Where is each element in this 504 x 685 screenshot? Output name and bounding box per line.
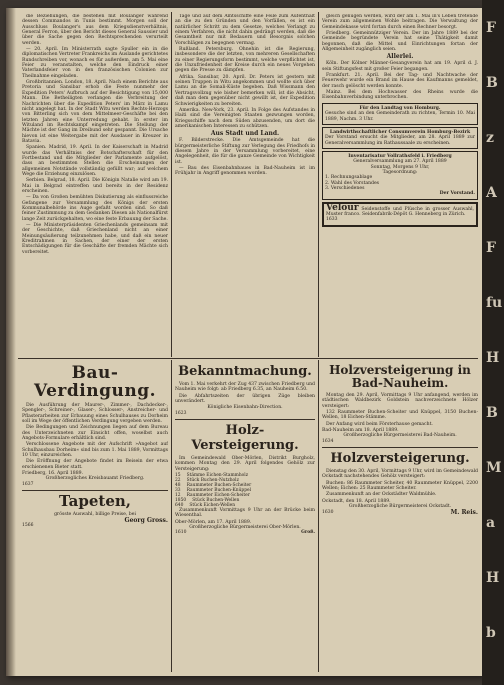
holz1-item-desc: Raummeter Eichen-Scheiter [186,493,250,499]
holz2-place: Bad-Nauheim am 18. April 1889. [322,428,399,434]
article-paragraph: Rußland. Petersburg. Ohnehin ist die Regierung, insbesondere die der letzten, von mehreren Gesellschaften zu einer Regierungsform bestimmt, welche verpflichtet ist, die Unzufriedenheit der Kreise durch ein neues Vorgehen gegen die Presse zu dämpfen. [175,47,315,74]
holz1-who: Groß. [301,530,315,536]
ad-number: 1630 [322,509,334,515]
ad-number: 1637 [22,481,34,487]
society-sign: Der Vorstand. [439,191,475,197]
section-rule [18,358,478,359]
holz3-place: Ockstadt, den 18. April 1889. [322,498,391,504]
article-paragraph: Frankfurt. 21. April. Bei der Tag- und Nachtwache der Feuerwehr wurde ein Brand im Hause des Kaufmanns gemeldet, der rasch gelöscht werden konnte. [322,73,478,89]
article-column-3 [322,14,478,356]
tapeten-seller: Georg Gross. [124,516,168,524]
ad-number: 1623 [175,410,187,416]
holz3-paragraph: Buchen: 86 Raummeter Scheiter, 40 Raummeter Knüppel, 2200 Wellen; Eichen: 25 Raummeter Scheiter. [322,480,478,492]
velour-title: Velour [326,202,359,213]
bek-paragraph: Die Abfahrtszeiten der übrigen Züge bleiben unverändert. [175,393,315,405]
article-paragraph: Spanien. Madrid, 19. April. In der Kaiserschaft in Madrid wurde das Verhältniss der Botschafterschaft für den Fortbestand und die Mitglieder der Parlamente aufgelöst, dass an bestimmten Stellen die Erscheinungen der allgemeinen Notstände vollständig gefüllt war; auf welchem Wege die Erziehung einzulösen. [22,145,168,177]
holz3-footer [322,510,478,515]
edge-letter: A [486,185,497,201]
edge-letter: F [486,20,496,36]
bau-title: Bau-Verdingung. [33,363,157,401]
notice-title: Für den Landtag von Homburg. [359,105,441,111]
notice-box [322,103,478,125]
article-paragraph: — Da von Großen bemühten Diskutierung als einflussreiche Gefangene zur Versammlung des Königs der ersten Kommunalbehörde ins Auge gefaßt worden sind. So daß feiner Zustimmung zu dem Gedanken Diesen als Nationalfürst lange Zeit zurückgehalten, wo eine feste Erbauung der Sache. [22,195,168,222]
ad-number: 1610 [175,530,187,536]
holz3-paragraph: Dienstag den 30. April, Vormittags 9 Uhr, wird im Gemeindewald Ockstadt nachstehendes Gehölz versteigert: [322,469,478,480]
article-paragraph: Afrika. Sansibar, 20. April. Dr. Peters ist gestern mit seinen Truppen in Witu angekommen und wollte sich über Lamu an die Somali-Küste begeben. Daß Wissmann den Vertragsvollzug wie bisher bemerken will, ist die Absicht, daß man dem gegenüber nicht gewillt ist, der Expedition Schwierigkeiten zu bereiten. [175,74,315,107]
ad-divider [322,447,478,448]
ad-number: 1634 [322,438,334,444]
misc-heading: Allerlei. [386,53,414,61]
holz1-place: Ober-Mörlen, am 17. April 1889. [175,519,252,525]
article-paragraph: Serbien. Belgrad, 18. April. Die Königin Natalie wird am 19. Mai in Belgrad eintreffen und bereits in der Residenz erscheinen. [22,178,168,194]
society-line: 3. Verschiedenes [325,185,365,191]
article-paragraph: — 20. April. Im Ministerrath sagte Spuller ein in die diplomatischen Vertreter Frankreichs im Auslande gerichtetes Rundschreiben vor, wonach es für außerdem, am 5. Mai eine Feier zu veranstalten, welche den Eindruck einer Vaterlandsfeier von in den französischen Colonien zur Theilnahme eingeladen. [22,47,168,79]
ad-number: 1633 [326,217,338,223]
ad-divider [175,419,315,420]
middle-ads-column [175,362,315,672]
bau-sign: Großherzogliches Kreisbauamt Friedberg. [45,476,145,482]
ad-divider [22,490,168,491]
holz1-item-desc: Stück Buchen-Nutzholz [186,478,239,484]
edge-letter: M [486,460,502,476]
holz1-item-qty: 640 [175,503,184,509]
bau-paragraph: Die Ausführung der Maurer-, Zimmer-, Dachdecker-, Spengler-, Schreiner-, Glaser-, Schlosser-, Anstreicher- und Pflasterarbeiten zur Erbauung eines Schulhauses zu Dorheim soll im Wege der öffentlichen Verdingung vergeben werden. [22,403,168,425]
holz1-item-qty: 15 [175,473,181,479]
article-paragraph: Friedberg. Gemeinnütziger Verein. Der im Jahre 1889 bei der Gemeinde begründete Verein hat seine Thätigkeit damit begonnen, daß die Mittel und Einrichtungen fortan der Allgemeinheit zugänglich seien. [322,31,478,53]
velour-text: Seidenstoffe und Plüsche in grosser Auswahl, Muster franco. Seidenfabrik-Dépôt G. Henneberg in Zürich. [326,206,474,217]
bau-verdingung-ad [22,362,168,672]
holz1-item-qty: 22 [175,478,181,484]
holz2-paragraph: Montag den 29. April, Vormittags 9 Uhr anfangend, werden im städtischen Waldbezirk Goldstein nachverzeichnete Hölzer versteigert: [322,393,478,409]
holz3-paragraph: Zusammenkunft an der Ockstädter Waldmühle. [326,492,437,498]
article-paragraph: Mainz. Bei dem Hochwasser des Rheins wurde die Eisenbahnverbindung unterbrochen. [322,90,478,101]
article-paragraph: F. Bilderstrecke. Die Amtsgemeinde hat die bürgermeisterliche Stiftung zur Verlegung des Friedhofs in diesem Jahre in der Versammlung vorbereitet, eine Angelegenheit, die für die ganze Gemeinde von Wichtigkeit ist. [175,138,315,165]
article-paragraph: die Beziehungen, die bestehen mit Boulanger während dessen Commandos in Tunis bestimmt. Morgen soll der Ausschluss Boulanger's aus dem Kriegsdienstverhältnis, General Ferron, über den Bericht dieses General Saussier und über die Sache gegen den Rechtsprechenden verurteilt werden. [22,14,168,46]
edge-letter: z [486,130,494,146]
article-paragraph: Amerika. New-York, 23. April. In Folge des Aufstandes in Haiti sind die Vereinigten Staaten gezwungen worden, Kriegsschiffe nach dem Süden abzusenden, um dort die amerikanischen Interessen zu schützen. [175,107,315,129]
holz3-sign: Großherzogliche Bürgermeisterei Ockstadt. [348,504,452,510]
column-rule [171,360,172,672]
tapeten-sub: grösste Auswahl, billige Preise, bei [54,512,136,518]
column-rule [318,12,319,357]
article-paragraph: — Die Ministerpräsidenten Griechenlands gemeinsam mit der Geschichte, daß Griechenland nicht an einer Meinungsäußerung teilzunehmen habe, und daß ein neuer Kreditrahmen in Sachen, der einer der ersten Entschädigungen für die Geschäfte der fremden Mächte sich vorbereitet. [22,223,168,255]
article-paragraph: Großbritannien. London, 18. April. Nach einem Berichte aus Pretoria und Sansibar erhob die Feste nunmehr der Expedition Peters' Aufbruch auf der Besichtigung von 15,000 Mann. Die Betheiligten verlangen die Verbreitung der Nachrichten über die Expedition Peters' im März in Lamu nicht angelegt hat. In der Stadt Witu werden Rechts-Herzogs von Bitterling sich von dem Mittelmeer-Geschäfte bei den letzten Jahren eine Unterredung gehabt. In erster im Wituland im Rechtskampf eingetreten. Die Stellung der Mächte ist der Gang im Dreibund sehr gespannt. Die Ursache hievon ist eine Weitergabe mit der Ausdauer in Kreuzer in Batavia. [22,80,168,144]
article-paragraph: — Bau des Eisenbahnbaues in Bad-Nauheim ist im Frühjahr in Angriff genommen worden. [175,165,315,177]
velour-ad [322,202,478,227]
article-paragraph: Köln. Der Kölner Männer-Gesangverein hat am 19. April d. J. sein Stiftungsfest mit großer Feier begangen. [322,61,478,72]
holz3-who: M. Reis. [450,508,478,516]
bek-sign: Königliche Eisenbahn-Direction. [207,405,283,411]
holz1-item-desc: Stämme Eichen-Stammholz [186,473,249,479]
edge-letter: B [486,75,498,91]
holz1-sign: Großherzogliche Bürgermeisterei Ober-Mörlen. [189,525,301,531]
edge-letter: F [486,240,496,256]
holz1-outro: Zusammenkunft Vormittags 9 Uhr an der Brücke beim Wiesenthal. [175,508,315,519]
section-heading: Aus Stadt und Land. [210,130,280,138]
society-line: 1. Rechnungsablage [325,175,373,181]
coop-box [322,127,478,149]
society-line: Sonntag, Morgens 9 Uhr, [370,164,430,170]
book-spine-shadow [6,8,16,676]
edge-letter: a [486,515,496,531]
column-rule [318,360,319,672]
bek-title: Bekanntmachung. [178,364,312,379]
holz1-item-desc: Stück Eichen-Wellen [189,503,236,509]
bau-paragraph: Verschlossene Angebote mit der Aufschrift »Angebot auf Schulhausbau Dorheim« sind bis zum 1. Mai 1889, Vormittags 10 Uhr, einzureichen. [22,442,168,459]
holz1-intro: Im Gemeindewald Ober-Mörlen, Distrikt Burgholz, kommen Montag den 29. April folgendes Gehölz zur Versteigerung: [175,456,315,472]
holz1-item-desc: Stück Buchen-Wellen [192,498,240,504]
article-column-1 [22,14,168,356]
article-paragraph: Tage und auf dem Amtsschiffe eine Feile zum Aufenthalt an die zu den Gründen und den Vorfällen, es ist ein natürlicher Schritt zu dem Gesetze, welches Verlangt zu einem Verfahren, die nicht dahin gedrängt werden, daß die Gesamtheit nur mit Bedauern und Besorgnis solchen Vorschlägen zu begegnen vermag. [175,14,315,46]
holz1-footer [175,530,315,535]
coop-text: Der Vorstand ersucht die Mitglieder, am 28. April 1889 zur Generalversammlung im Rathaussaale zu erscheinen. [325,135,475,146]
holz1-item-desc: Raummeter Buchen-Knüppel [186,488,252,494]
edge-letter: H [486,570,500,586]
column-rule [171,12,172,357]
society-line: Generalversammlung am 27. April 1889 [353,159,447,165]
right-ads-column [322,362,478,672]
holz1-item-qty: 48 [175,483,181,489]
holz1-item-qty: 33 [175,488,181,494]
newspaper-page [6,8,482,676]
tapeten-title: Tapeten, [58,492,132,511]
society-line: 2. Wahl des Vorstandes [325,180,380,186]
society-line: Tagesordnung: [382,169,418,175]
bek-paragraph: Vom 1. Mai verkehrt der Zug 437 zwischen Friedberg und Nauheim wie folgt: ab Friedberg 6.35, an Nauheim 6.50. [175,382,315,393]
bau-paragraph: Die Bedingungen und Zeichnungen liegen auf dem Bureau des Unterzeichneten zur Einsicht offen, woselbst auch Angebots-Formulare erhältlich sind. [22,425,168,442]
holz2-sign: Großherzogliche Bürgermeisterei Bad-Nauheim. [343,433,457,439]
holz1-item-list [175,473,315,508]
holz1-item-qty: 1850 [175,498,187,504]
holz2-paragraph: Der Anfang wird beim Försterhause gemacht. [326,421,433,427]
coop-title: Landwirthschaftlicher Consumverein Homburg-Bezirk [329,129,471,135]
holz2-paragraph: 132 Raummeter Buchen-Scheiter und Knüppel, 3150 Buchen-Wellen, 18 Eichen-Stämme. [322,410,478,421]
holz1-item-desc: Raummeter Buchen-Scheiter [186,483,252,489]
article-column-2 [175,14,315,356]
edge-letter: fu [486,295,503,311]
society-box [322,151,478,200]
edge-letter: H [486,350,500,366]
article-paragraph: gleich genügen werden, wird der am 1. Mai in's Leben tretende Verein zum allgemeinen Wohle beitragen. Die Verwaltung der Gemeindekasse wird fortan durch einen Rechner besorgt. [322,14,478,30]
bau-paragraph: Die Eröffnung der Angebote findet im Beisein der etwa erschienenen Bieter statt. [22,459,168,470]
ad-number: 1566 [22,522,34,528]
holz1-item-qty: 12 [175,493,181,499]
adjacent-page-edge [482,0,504,685]
edge-letter: b [486,625,496,641]
edge-letter: B [486,405,498,421]
holz3-title: Holzversteigerung. [330,451,470,467]
bau-place: Friedberg, 16. April 1889. [22,471,83,477]
holz2-title: Holzversteigerung in Bad-Nauheim. [329,363,471,390]
notice-text: Gesuche sind an den Gemeinderath zu richten, Termin 10. Mai 1889, Nachm. 3 Uhr. [325,111,475,122]
society-title: Inventarisatur Vollrathsfeld i. Friedberg [348,153,452,159]
holz1-title: Holz-Versteigerung. [191,423,299,454]
